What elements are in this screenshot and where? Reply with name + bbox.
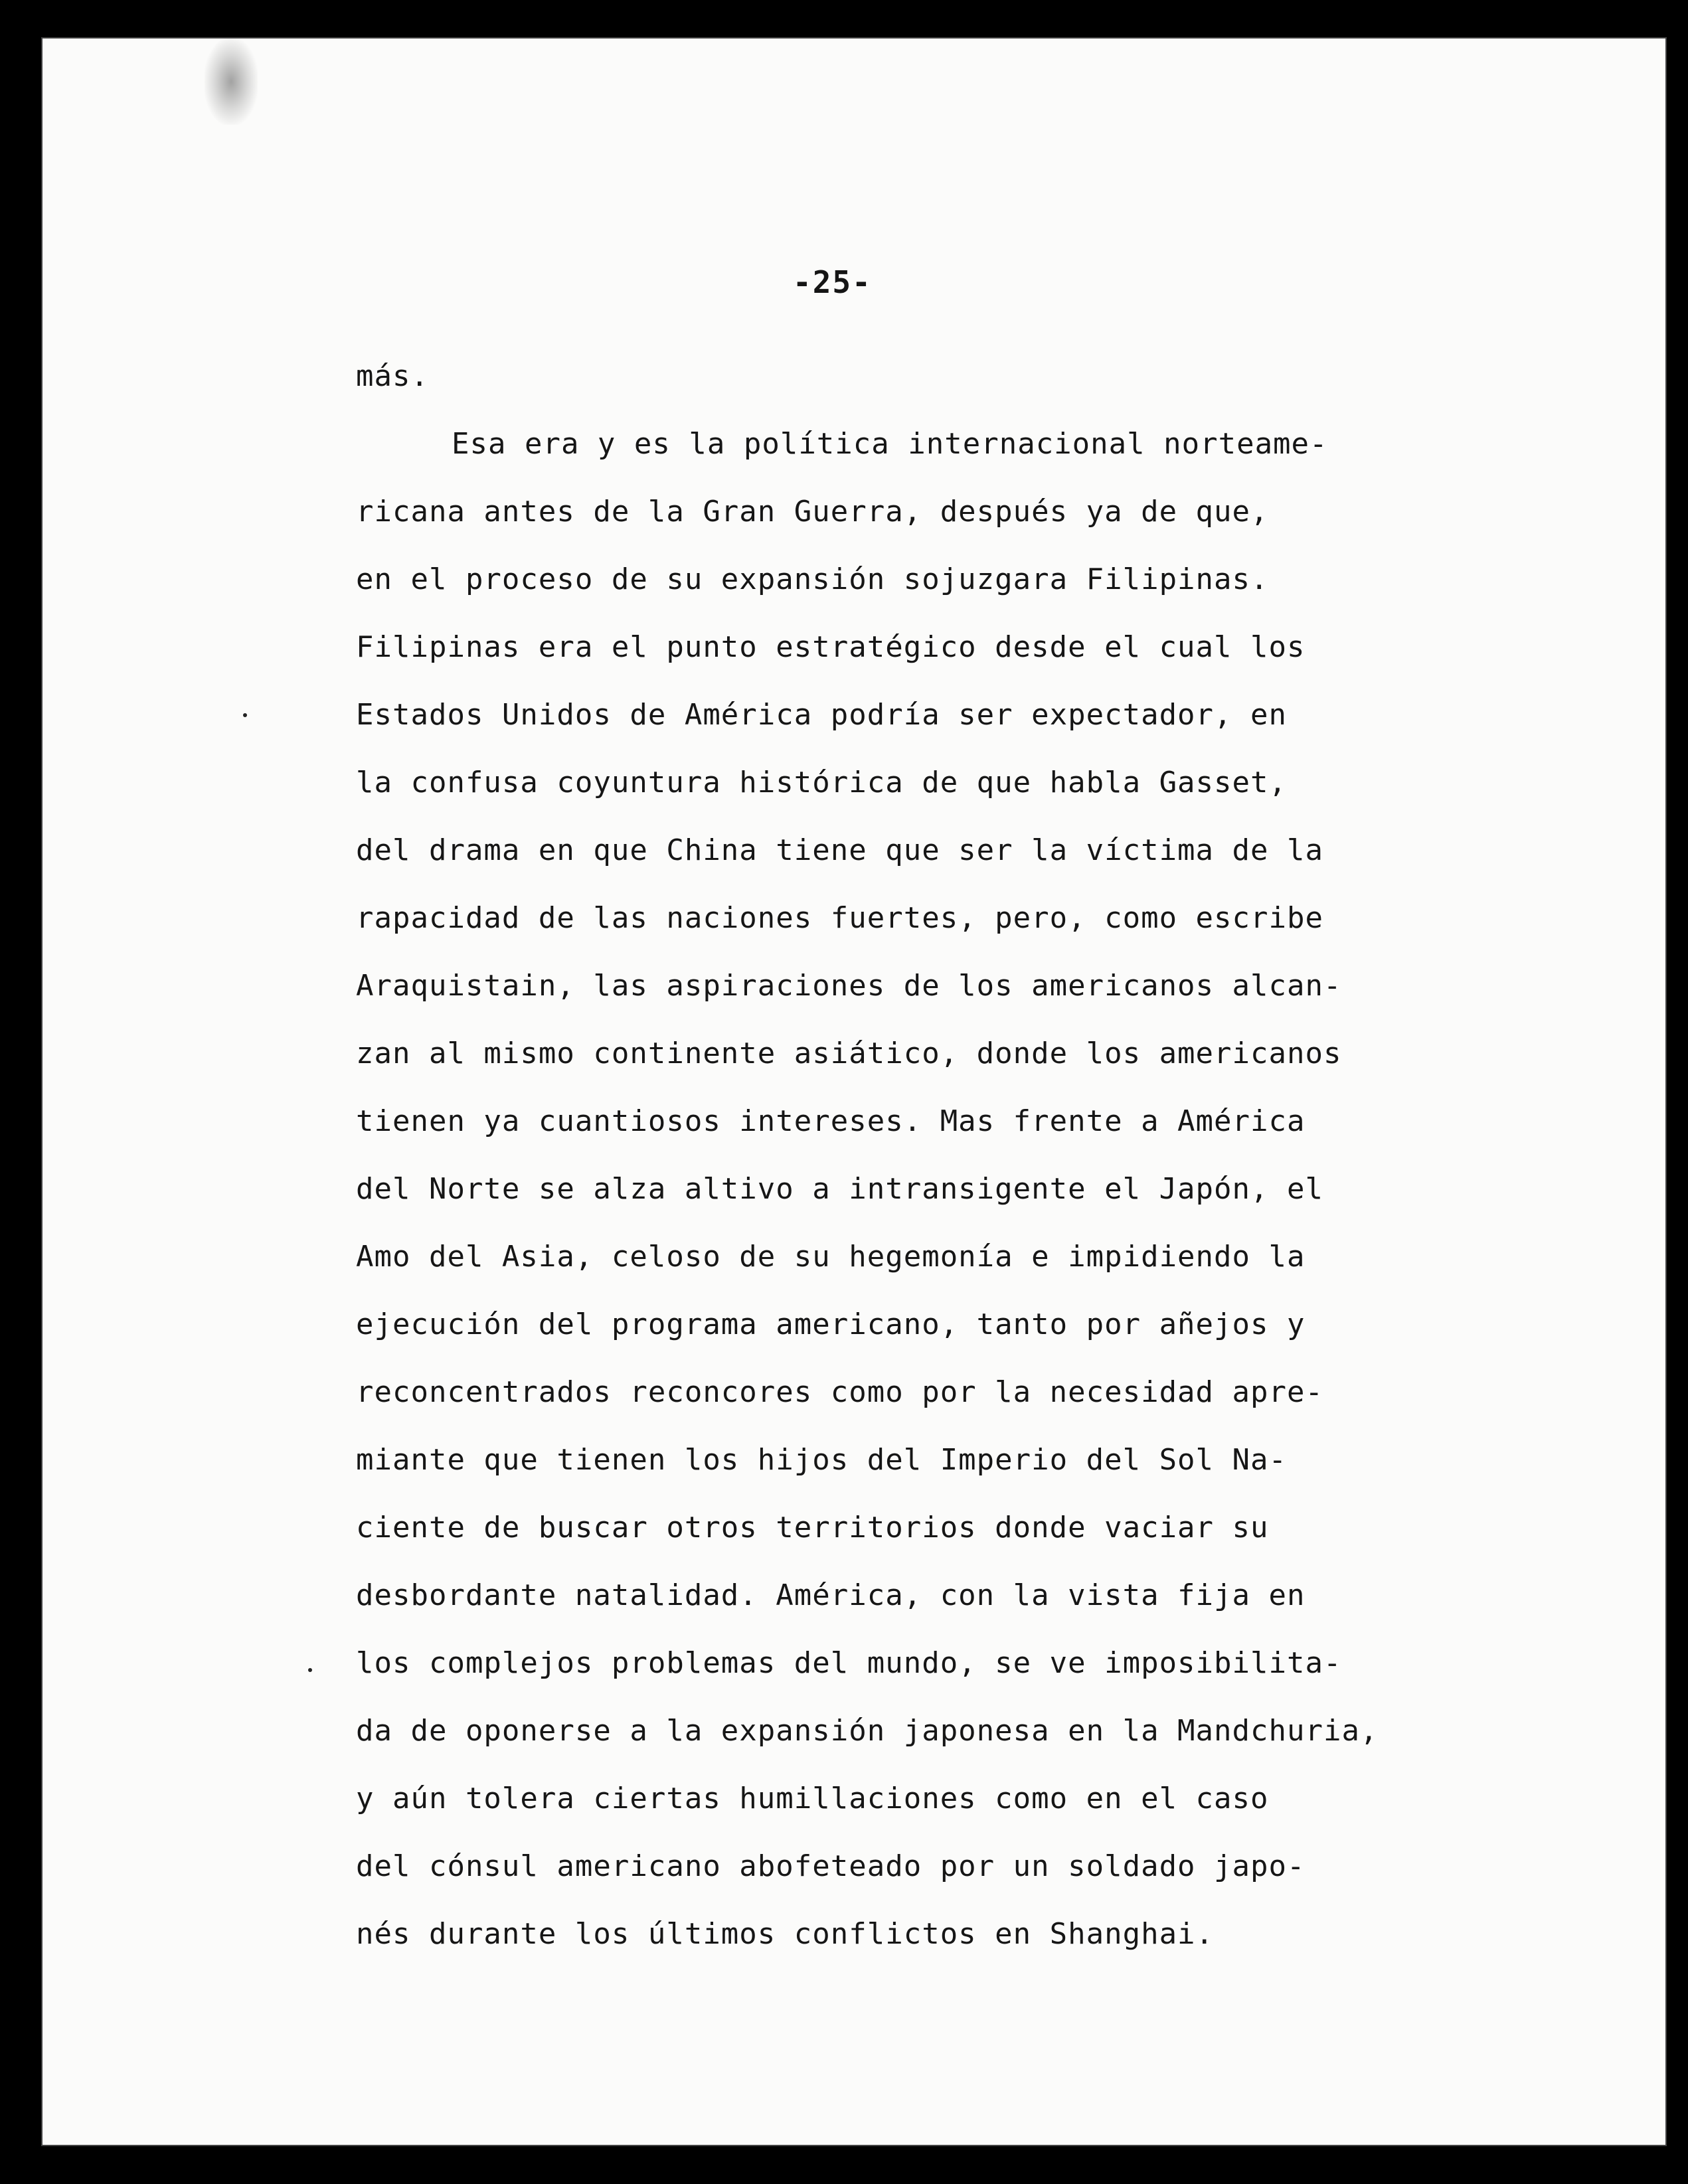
text-line: del Norte se alza altivo a intransigente el Japón, el — [356, 1172, 1323, 1206]
text-line: ricana antes de la Gran Guerra, después ya de que, — [356, 495, 1269, 529]
body-text — [356, 343, 1564, 1968]
text-line: más. — [356, 359, 429, 393]
text-line: desbordante natalidad. América, con la vista fija en — [356, 1578, 1306, 1612]
text-line: del drama en que China tiene que ser la víctima de la — [356, 833, 1323, 867]
paragraph-first-line: Esa era y es la política internacional norteame- — [452, 427, 1328, 461]
text-line: zan al mismo continente asiático, donde los americanos — [356, 1037, 1342, 1070]
text-line: ejecución del programa americano, tanto por añejos y — [356, 1307, 1306, 1341]
text-line: Araquistain, las aspiraciones de los americanos alcan- — [356, 969, 1342, 1003]
text-line: da de oponerse a la expansión japonesa en la Mandchuria, — [356, 1714, 1379, 1748]
text-line: miante que tienen los hijos del Imperio del Sol Na- — [356, 1443, 1288, 1477]
text-line: tienen ya cuantiosos intereses. Mas frente a América — [356, 1104, 1306, 1138]
ink-smudge — [205, 39, 258, 125]
text-line: rapacidad de las naciones fuertes, pero, como escribe — [356, 901, 1323, 935]
text-line: en el proceso de su expansión sojuzgara Filipinas. — [356, 562, 1269, 596]
text-line: Estados Unidos de América podría ser expectador, en — [356, 698, 1288, 732]
document-page — [41, 37, 1667, 2146]
page-number: -25- — [793, 264, 872, 300]
text-line: Filipinas era el punto estratégico desde el cual los — [356, 630, 1306, 664]
text-line: Amo del Asia, celoso de su hegemonía e impidiendo la — [356, 1240, 1306, 1274]
text-line: nés durante los últimos conflictos en Shanghai. — [356, 1917, 1215, 1951]
ink-speck — [308, 1668, 312, 1672]
text-line: y aún tolera ciertas humillaciones como en el caso — [356, 1782, 1269, 1815]
ink-speck — [243, 713, 247, 717]
text-line: los complejos problemas del mundo, se ve imposibilita- — [356, 1646, 1342, 1680]
text-line: del cónsul americano abofeteado por un soldado japo- — [356, 1849, 1306, 1883]
text-line: ciente de buscar otros territorios donde vaciar su — [356, 1511, 1269, 1545]
text-line: la confusa coyuntura histórica de que habla Gasset, — [356, 766, 1288, 799]
text-line: reconcentrados reconcores como por la necesidad apre- — [356, 1375, 1323, 1409]
